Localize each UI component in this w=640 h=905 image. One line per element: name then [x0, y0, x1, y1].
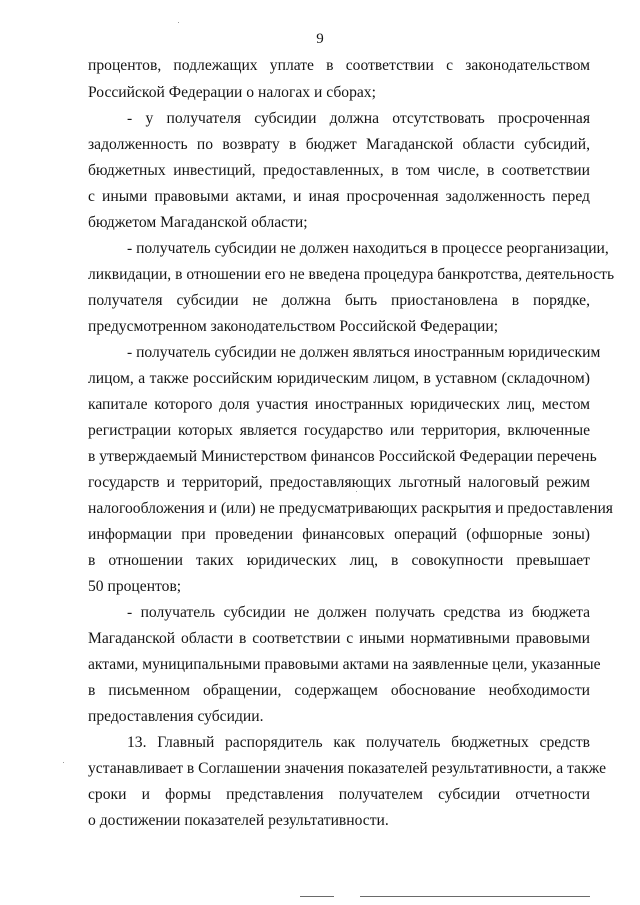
text-line: предусмотренном законодательством Российской Федерации; — [88, 318, 499, 335]
text-line: государств и территорий, предоставляющих льготный налоговый режим — [88, 474, 590, 491]
text-line: задолженность по возврату в бюджет Магаданской области субсидий, — [88, 136, 590, 153]
text-line: 13. Главный распорядитель как получатель бюджетных средств — [127, 734, 590, 751]
scan-artifact-line — [300, 896, 334, 897]
text-line: процентов, подлежащих уплате в соответствии с законодательством — [88, 57, 590, 74]
text-line: Магаданской области в соответствии с иными нормативными правовыми — [88, 630, 590, 647]
text-line: - получатель субсидии не должен получать средства из бюджета — [127, 604, 590, 621]
text-line: информации при проведении финансовых операций (офшорные зоны) — [88, 526, 590, 543]
text-line: регистрации которых является государство или территория, включенные — [88, 422, 590, 439]
text-line: налогообложения и (или) не предусматривающих раскрытия и предоставления — [88, 500, 613, 517]
text-line: в отношении таких юридических лиц, в совокупности превышает — [88, 552, 590, 569]
text-line: лицом, а также российским юридическим лицом, в уставном (складочном) — [88, 370, 590, 387]
scan-speck — [356, 491, 357, 492]
text-line: бюджетных инвестиций, предоставленных, в том числе, в соответствии — [88, 162, 590, 179]
text-line: сроки и формы представления получателем субсидии отчетности — [88, 786, 590, 803]
text-line: - получатель субсидии не должен находиться в процессе реорганизации, — [127, 240, 609, 257]
text-line: ликвидации, в отношении его не введена процедура банкротства, деятельность — [88, 266, 615, 283]
text-line: капитале которого доля участия иностранных юридических лиц, местом — [88, 396, 590, 413]
text-line: бюджетом Магаданской области; — [88, 214, 308, 231]
text-line: в утверждаемый Министерством финансов Российской Федерации перечень — [88, 448, 597, 465]
text-line: устанавливает в Соглашении значения показателей результативности, а также — [88, 760, 607, 777]
scan-speck — [63, 762, 64, 763]
page-number: 9 — [316, 31, 324, 47]
scan-speck — [178, 22, 179, 23]
text-line: 50 процентов; — [88, 578, 182, 595]
text-line: Российской Федерации о налогах и сборах; — [88, 84, 376, 101]
text-line: - получатель субсидии не должен являться иностранным юридическим — [127, 344, 601, 361]
text-line: о достижении показателей результативности. — [88, 812, 389, 829]
text-line: предоставления субсидии. — [88, 708, 264, 725]
text-line: в письменном обращении, содержащем обоснование необходимости — [88, 682, 590, 699]
text-line: - у получателя субсидии должна отсутствовать просроченная — [127, 110, 590, 127]
text-line: актами, муниципальными правовыми актами на заявленные цели, указанные — [88, 656, 601, 673]
scan-artifact-line — [360, 896, 590, 897]
text-line: получателя субсидии не должна быть приостановлена в порядке, — [88, 292, 590, 309]
text-line: с иными правовыми актами, и иная просроченная задолженность перед — [88, 188, 590, 205]
